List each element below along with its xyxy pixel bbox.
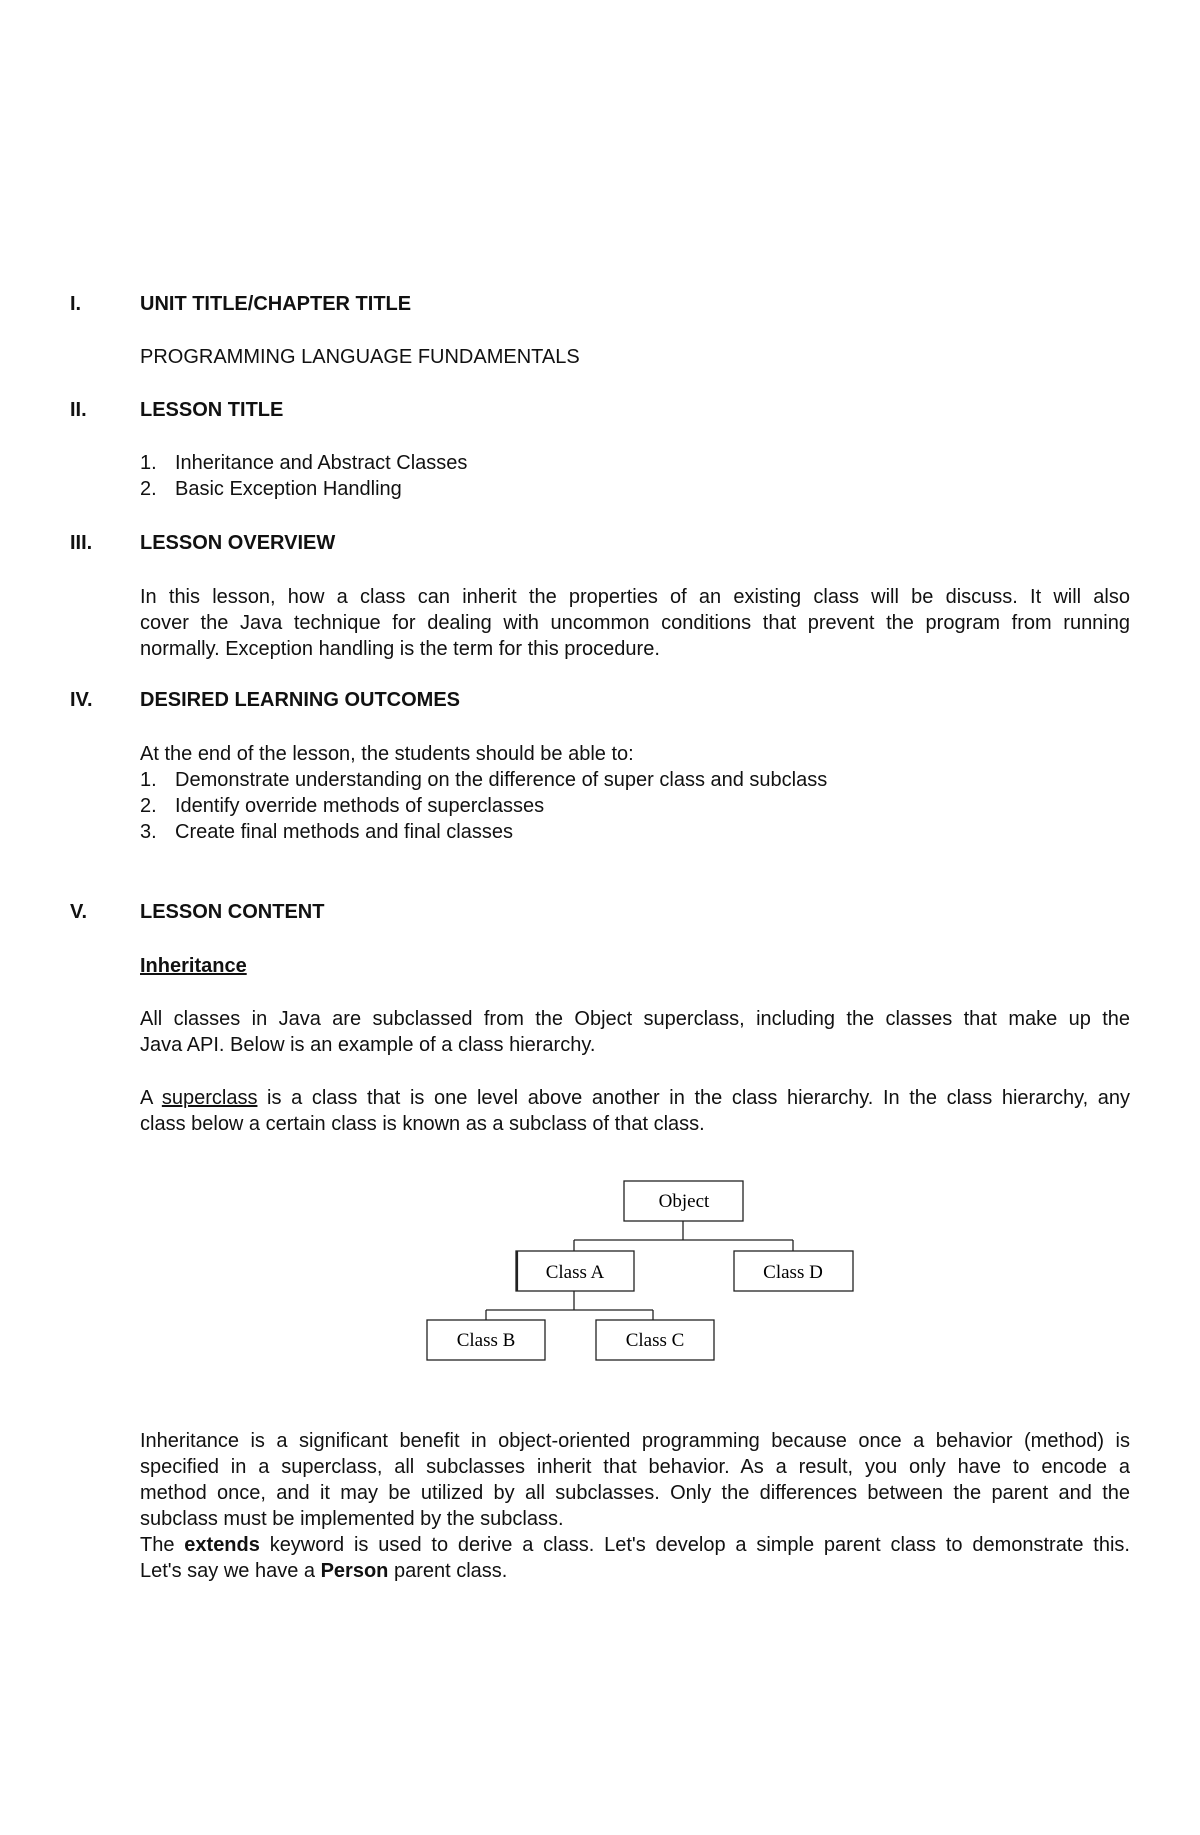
paragraph-line: All classes in Java are subclassed from the Object superclass, including the classes that make up the: [140, 1008, 1130, 1030]
list-text: Identify override methods of superclasses: [175, 795, 545, 817]
paragraph-line: Java API. Below is an example of a class hierarchy.: [140, 1034, 596, 1056]
section-title-unit: UNIT TITLE/CHAPTER TITLE: [140, 293, 412, 315]
unit-title: PROGRAMMING LANGUAGE FUNDAMENTALS: [140, 346, 580, 368]
section-number-1: I.: [70, 293, 82, 315]
list-number: 1.: [140, 769, 157, 791]
overview-line: cover the Java technique for dealing with uncommon conditions that prevent the program from running: [140, 612, 1130, 634]
node-class-c: [596, 1320, 714, 1360]
person-keyword: Person: [320, 1560, 389, 1582]
paragraph-line: class below a certain class is known as a subclass of that class.: [140, 1113, 705, 1135]
paragraph-text: is a class that is one level above another in the class hierarchy. In the class hierarchy, any: [257, 1087, 1130, 1109]
list-text: Inheritance and Abstract Classes: [175, 452, 468, 474]
overview-line: normally. Exception handling is the term for this procedure.: [140, 638, 660, 660]
section-title-lesson: LESSON TITLE: [140, 399, 284, 421]
section-number-2: II.: [70, 399, 87, 421]
node-label: Class D: [763, 1262, 823, 1283]
node-class-b: [427, 1320, 545, 1360]
node-label: Object: [658, 1191, 710, 1212]
superclass-term: superclass: [161, 1087, 258, 1109]
section-number-4: IV.: [70, 689, 93, 711]
list-number: 1.: [140, 452, 157, 474]
node-class-a: [516, 1251, 634, 1291]
section-number-5: V.: [70, 901, 88, 923]
list-number: 2.: [140, 478, 157, 500]
paragraph-line: [140, 1532, 1130, 1558]
paragraph-line: [140, 1558, 1130, 1584]
overview-line: In this lesson, how a class can inherit the properties of an existing class will be discuss. It will also: [140, 586, 1130, 608]
node-object: [624, 1181, 743, 1221]
paragraph-line: method once, and it may be utilized by all subclasses. Only the differences between the parent and the: [140, 1482, 1130, 1504]
list-number: 2.: [140, 795, 157, 817]
section-number-3: III.: [70, 532, 93, 554]
paragraph-text: The: [140, 1534, 185, 1556]
list-text: Create final methods and final classes: [175, 821, 513, 843]
paragraph-text: keyword is used to derive a class. Let's develop a simple parent class to demonstrate this.: [259, 1534, 1130, 1556]
content-paragraph-3: [140, 1428, 1130, 1584]
extends-keyword: extends: [184, 1534, 260, 1556]
paragraph-text: A: [140, 1087, 162, 1109]
paragraph-text: parent class.: [388, 1560, 508, 1582]
subheading-inheritance: Inheritance: [140, 955, 247, 977]
section-title-outcomes: DESIRED LEARNING OUTCOMES: [140, 689, 461, 711]
list-text: Basic Exception Handling: [175, 478, 402, 500]
paragraph-line: Inheritance is a significant benefit in object-oriented programming because once a behavior (method) is: [140, 1430, 1130, 1452]
node-label: Class A: [545, 1262, 605, 1283]
outcomes-intro: At the end of the lesson, the students should be able to:: [140, 743, 634, 765]
list-number: 3.: [140, 821, 157, 843]
list-text: Demonstrate understanding on the difference of super class and subclass: [175, 769, 828, 791]
node-label: Class C: [625, 1330, 685, 1351]
section-title-overview: LESSON OVERVIEW: [140, 532, 336, 554]
paragraph-text: Let's say we have a: [140, 1560, 321, 1582]
node-label: Class B: [456, 1330, 516, 1351]
node-class-d: [734, 1251, 853, 1291]
paragraph-line: subclass must be implemented by the subclass.: [140, 1508, 564, 1530]
paragraph-line: specified in a superclass, all subclasses inherit that behavior. As a result, you only have to encode a: [140, 1456, 1130, 1478]
section-title-content: LESSON CONTENT: [140, 901, 325, 923]
